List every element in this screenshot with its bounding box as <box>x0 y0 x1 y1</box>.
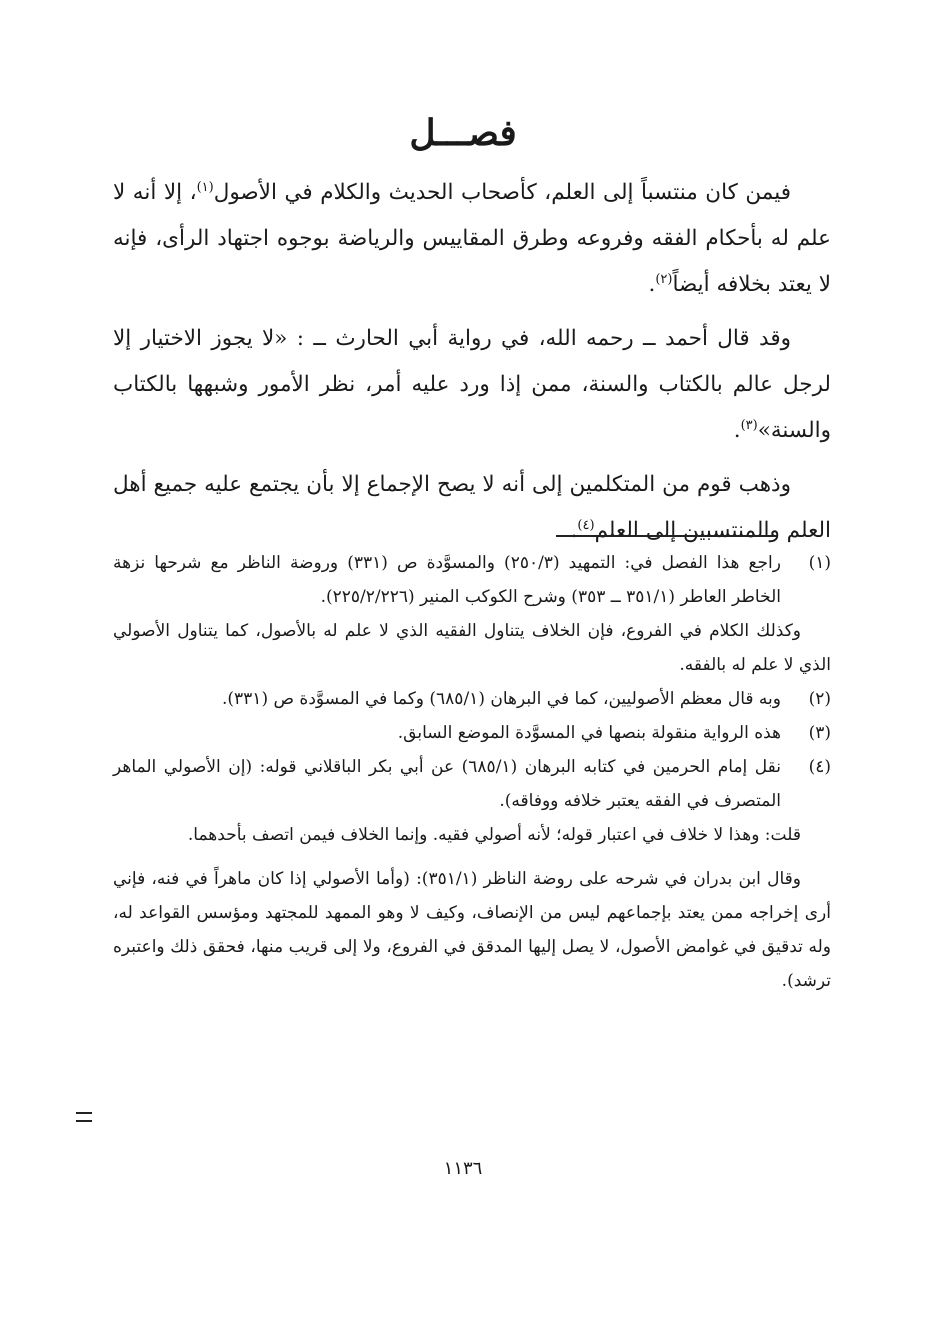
footnote-4-quote: وقال ابن بدران في شرحه على روضة الناظر (٣٥١/١): (وأما الأصولي إذا كان ماهراً في فنه، فإني أرى إخراجه ممن يعتد بإجماعهم ليس من الإنصاف، وكيف لا وهو الممهد للمجتهد ومؤسس القواعد له، وله تدقيق في غوامض الأصول، لا يصل إليها المدقق في الفروع، ولا إلى قريب منها، فحقق ذلك واعتبره ترشد). <box>113 869 831 991</box>
paragraph-1: فيمن كان منتسباً إلى العلم، كأصحاب الحديث والكلام في الأصول$^{(١)}$، إلا أنه لا علم له بأحكام الفقه وفروعه وطرق المقاييس والرياضة بوجوه اجتهاد الرأى، فإنه لا يعتد بخلافه أيضاً$^{(٢)}$. <box>113 179 831 297</box>
footnote-ref-3[interactable]: (٣) <box>740 417 758 433</box>
footnote-number: (٣) <box>808 723 831 743</box>
footnote-number: (٢) <box>808 689 831 709</box>
footnote-divider <box>556 535 774 537</box>
footnote-text: راجع هذا الفصل في: التمهيد (٢٥٠/٣) والمسوَّدة ص (٣٣١) وروضة الناظر مع شرحها نزهة الخاطر العاطر (٣٥١/١ ــ ٣٥٣) وشرح الكوكب المنير (٢٢٥/٢/٢٢٦). <box>113 553 781 607</box>
footnote-ref-1[interactable]: (١) <box>196 179 214 195</box>
section-heading: فصـــل <box>409 112 517 154</box>
page-number: ١١٣٦ <box>443 1158 483 1179</box>
footnote-ref-4[interactable]: (٤) <box>577 517 595 533</box>
footnotes-section <box>113 546 831 998</box>
footnote-number: (١) <box>808 553 831 573</box>
main-text <box>113 170 831 562</box>
footnote-1-extra: وكذلك الكلام في الفروع، فإن الخلاف يتناول الفقيه الذي لا علم له بالأصول، كما يتناول الأصولي الذي لا علم له بالفقه. <box>113 621 831 675</box>
footnote-text: هذه الرواية منقولة بنصها في المسوَّدة الموضع السابق. <box>397 723 781 743</box>
footnote-2 <box>113 682 831 716</box>
footnote-1 <box>113 546 831 614</box>
footnote-4 <box>113 750 831 818</box>
footnote-3 <box>113 716 831 750</box>
footnote-4-comment: قلت: وهذا لا خلاف في اعتبار قوله؛ لأنه أصولي فقيه. وإنما الخلاف فيمن اتصف بأحدهما. <box>187 825 801 845</box>
footnote-number: (٤) <box>808 757 831 777</box>
footnote-text: وبه قال معظم الأصوليين، كما في البرهان (٦٨٥/١) وكما في المسوَّدة ص (٣٣١). <box>221 689 781 709</box>
footnote-text: نقل إمام الحرمين في كتابه البرهان (٦٨٥/١) عن أبي بكر الباقلاني قوله: (إن الأصولي الماهر المتصرف في الفقه يعتبر خلافه ووفاقه). <box>113 757 781 811</box>
paragraph-3: وذهب قوم من المتكلمين إلى أنه لا يصح الإجماع إلا بأن يجتمع عليه جميع أهل العلم والمنتسبين إلى العلم$^{(٤)}$. <box>113 472 831 543</box>
paragraph-2: وقد قال أحمد ــ رحمه الله، في رواية أبي الحارث ــ : «لا يجوز الاختيار إلا لرجل عالم بالكتاب والسنة، ممن إذا ورد عليه أمر، نظر الأمور وشبهها بالكتاب والسنة»$^{(٣)}$. <box>113 326 831 443</box>
footnote-ref-2[interactable]: (٢) <box>655 271 673 287</box>
continuation-mark <box>76 1112 92 1122</box>
